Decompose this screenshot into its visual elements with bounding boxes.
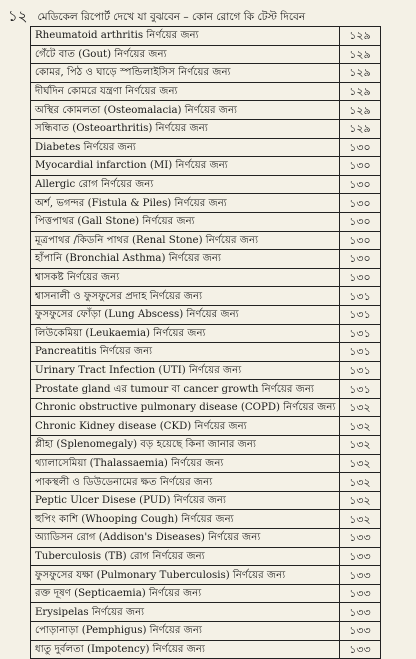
page-cell: ১৩১ [340, 305, 381, 324]
table-row [31, 361, 381, 380]
table-row [31, 268, 381, 287]
topic-cell: গেঁটে বাত (Gout) নির্ণয়ের জন্য [31, 45, 340, 64]
page-cell: ১৩০ [340, 268, 381, 287]
table-row [31, 436, 381, 455]
page-cell: ১৩২ [340, 436, 381, 455]
table-row [31, 491, 381, 510]
page-cell: ১৩৩ [340, 547, 381, 566]
table-row [31, 510, 381, 529]
page-cell: ১৩৩ [340, 566, 381, 585]
page-cell: ১৩২ [340, 491, 381, 510]
topic-cell: Urinary Tract Infection (UTI) নির্ণয়ের জন্য [31, 361, 340, 380]
topic-cell: শ্বাসকষ্ট নির্ণয়ের জন্য [31, 268, 340, 287]
topic-cell: পিত্তপাথর (Gall Stone) নির্ণয়ের জন্য [31, 212, 340, 231]
page-cell: ১৩১ [340, 361, 381, 380]
topic-cell: থ্যালাসেমিয়া (Thalassaemia) নির্ণয়ের জন্য [31, 454, 340, 473]
page-cell: ১৩০ [340, 138, 381, 157]
table-row [31, 27, 381, 46]
table-row [31, 101, 381, 120]
topic-cell: Chronic obstructive pulmonary disease (COPD) নির্ণয়ের জন্য [31, 398, 340, 417]
topic-cell: Pancreatitis নির্ণয়ের জন্য [31, 343, 340, 362]
topic-cell: Erysipelas নির্ণয়ের জন্য [31, 603, 340, 622]
topic-cell: Rheumatoid arthritis নির্ণয়ের জন্য [31, 27, 340, 46]
table-row [31, 324, 381, 343]
topic-cell: Tuberculosis (TB) রোগ নির্ণয়ের জন্য [31, 547, 340, 566]
page-cell: ১২৯ [340, 45, 381, 64]
topic-cell: হুপিং কাশি (Whooping Cough) নির্ণয়ের জন্য [31, 510, 340, 529]
page-cell: ১৩৩ [340, 603, 381, 622]
page-cell: ১২৯ [340, 101, 381, 120]
page-cell: ১৩০ [340, 157, 381, 176]
table-row [31, 529, 381, 548]
topic-cell: Chronic Kidney disease (CKD) নির্ণয়ের জন্য [31, 417, 340, 436]
page-cell: ১৩০ [340, 231, 381, 250]
page-cell: ১৩৩ [340, 622, 381, 641]
page-cell: ১৩০ [340, 212, 381, 231]
topic-cell: অর্শ, ভগন্দর (Fistula & Piles) নির্ণয়ের জন্য [31, 194, 340, 213]
page-cell: ১২৯ [340, 27, 381, 46]
page-cell: ১৩২ [340, 417, 381, 436]
table-row [31, 175, 381, 194]
page-cell: ১২৯ [340, 64, 381, 83]
contents-table [30, 26, 381, 659]
page-cell: ১৩২ [340, 454, 381, 473]
topic-cell: ধাতু দুর্বলতা (Impotency) নির্ণয়ের জন্য [31, 640, 340, 659]
table-row [31, 287, 381, 306]
topic-cell: ফুসফুসের ফোঁড়া (Lung Abscess) নির্ণয়ের জন্য [31, 305, 340, 324]
table-row [31, 157, 381, 176]
topic-cell: অ্যাডিসন রোগ (Addison's Diseases) নির্ণয়ের জন্য [31, 529, 340, 548]
table-row [31, 380, 381, 399]
table-row [31, 622, 381, 641]
page-cell: ১২৯ [340, 119, 381, 138]
table-row [31, 473, 381, 492]
table-row [31, 454, 381, 473]
topic-cell: ফুসফুসের যক্ষা (Pulmonary Tuberculosis) নির্ণয়ের জন্য [31, 566, 340, 585]
topic-cell: Allergic রোগ নির্ণয়ের জন্য [31, 175, 340, 194]
running-title: মেডিকেল রিপোর্ট দেখে যা বুঝবেন – কোন রোগে কি টেস্ট দিবেন [37, 11, 306, 23]
topic-cell: প্লীহা (Splenomegaly) বড় হয়েছে কিনা জানার জন্য [31, 436, 340, 455]
topic-cell: Diabetes নির্ণয়ের জন্য [31, 138, 340, 157]
table-row [31, 584, 381, 603]
topic-cell: দীর্ঘদিন কোমরে যন্ত্রণা নির্ণয়ের জন্য [31, 82, 340, 101]
topic-cell: কোমর, পিঠ ও ঘাড়ে স্পন্ডিলাইসিস নির্ণয়ের জন্য [31, 64, 340, 83]
table-row [31, 138, 381, 157]
page-cell: ১২৯ [340, 82, 381, 101]
page-cell: ১৩৩ [340, 584, 381, 603]
table-row [31, 212, 381, 231]
table-row [31, 547, 381, 566]
topic-cell: লিউকেমিয়া (Leukaemia) নির্ণয়ের জন্য [31, 324, 340, 343]
topic-cell: সন্ধিবাত (Osteoarthritis) নির্ণয়ের জন্য [31, 119, 340, 138]
table-row [31, 343, 381, 362]
table-row [31, 566, 381, 585]
page-cell: ১৩৩ [340, 529, 381, 548]
table-row [31, 45, 381, 64]
page-cell: ১৩২ [340, 510, 381, 529]
topic-cell: Peptic Ulcer Disese (PUD) নির্ণয়ের জন্য [31, 491, 340, 510]
topic-cell: মূত্রপাথর /কিডনি পাথর (Renal Stone) নির্ণয়ের জন্য [31, 231, 340, 250]
topic-cell: শ্বাসনালী ও ফুসফুসের প্রদাহ নির্ণয়ের জন্য [31, 287, 340, 306]
table-row [31, 119, 381, 138]
table-row [31, 250, 381, 269]
topic-cell: Myocardial infarction (MI) নির্ণয়ের জন্য [31, 157, 340, 176]
table-row [31, 194, 381, 213]
page-cell: ১৩৩ [340, 640, 381, 659]
table-row [31, 398, 381, 417]
table-row [31, 603, 381, 622]
page-number: ১২ [8, 7, 28, 25]
page-cell: ১৩১ [340, 380, 381, 399]
table-row [31, 305, 381, 324]
table-row [31, 417, 381, 436]
table-row [31, 640, 381, 659]
table-row [31, 82, 381, 101]
page-cell: ১৩০ [340, 250, 381, 269]
topic-cell: অস্থির কোমলতা (Osteomalacia) নির্ণয়ের জন্য [31, 101, 340, 120]
page-cell: ১৩১ [340, 343, 381, 362]
topic-cell: পোড়ানাড়া (Pemphigus) নির্ণয়ের জন্য [31, 622, 340, 641]
topic-cell: Prostate gland এর tumour বা cancer growth নির্ণয়ের জন্য [31, 380, 340, 399]
page-cell: ১৩০ [340, 194, 381, 213]
table-row [31, 64, 381, 83]
page-cell: ১৩২ [340, 398, 381, 417]
page-cell: ১৩১ [340, 287, 381, 306]
page-header [8, 5, 410, 27]
topic-cell: হাঁপানি (Bronchial Asthma) নির্ণয়ের জন্য [31, 250, 340, 269]
topic-cell: রক্ত দূষণ (Septicaemia) নির্ণয়ের জন্য [31, 584, 340, 603]
page-cell: ১৩১ [340, 324, 381, 343]
topic-cell: পাকস্থলী ও ডিউডেনামের ক্ষত নির্ণয়ের জন্য [31, 473, 340, 492]
page-cell: ১৩০ [340, 175, 381, 194]
table-row [31, 231, 381, 250]
page-cell: ১৩২ [340, 473, 381, 492]
